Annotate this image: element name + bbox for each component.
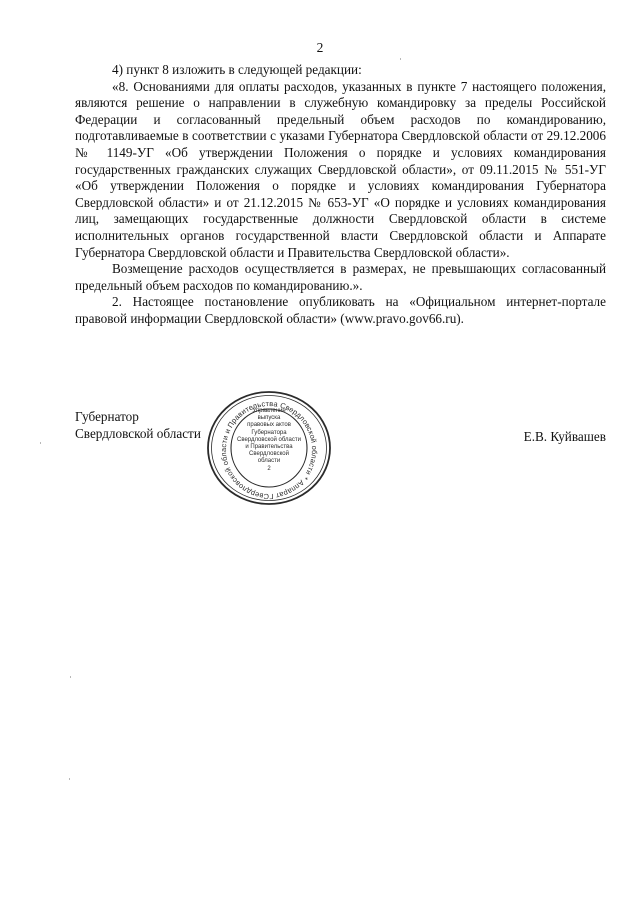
signatory-position-line2: Свердловской области	[75, 425, 201, 441]
paragraph-item-4: 4) пункт 8 изложить в следующей редакции:	[112, 62, 362, 77]
page-number: 2	[316, 40, 324, 55]
signatory-position-line1: Губернатор	[75, 409, 139, 424]
scan-speck	[70, 676, 71, 678]
scan-speck	[400, 58, 401, 60]
seal-inner-line: области	[257, 458, 281, 465]
scan-speck	[40, 442, 41, 444]
official-seal	[206, 390, 332, 506]
seal-inner-line: выпуска	[257, 415, 281, 422]
signatory-name: Е.В. Куйвашев	[523, 429, 606, 444]
seal-inner-line: Управление	[252, 408, 286, 414]
scan-speck	[69, 778, 70, 780]
seal-inner-line: правовых актов	[247, 422, 291, 429]
seal-inner-line: Губернатора	[251, 429, 287, 436]
signatory-position	[75, 409, 201, 442]
seal-inner-line: и Правительства	[245, 444, 293, 451]
seal-inner-line: 2	[267, 465, 271, 472]
signature-block	[75, 409, 606, 509]
paragraph-publication: 2. Настоящее постановление опубликовать на «Официальном интернет-портале правовой информации Свердловской области» (www.pravo.gov66.ru).	[75, 294, 606, 326]
paragraph-reimbursement: Возмещение расходов осуществляется в размерах, не превышающих согласованный предельный объем расходов по командированию.».	[75, 261, 606, 293]
seal-inner-text	[235, 408, 303, 473]
seal-ring-text: Свердловской области и Правительства Свердловской области * Аппарат Г	[219, 398, 320, 502]
document-body	[75, 62, 606, 328]
paragraph-point-8-text: «8. Основаниями для оплаты расходов, указанных в пункте 7 настоящего положения, являются решение о направлении в служебную командировку за пределы Российской Федерации и согласованный предельный объем расходов по командированию, подготавливаемые в соответствии с указами Губернатора Свердловской области от 29.12.2006 № 1149-УГ «Об утверждении Положения о порядке и условиях командирования государственных гражданских служащих Свердловской области», от 09.11.2015 № 551-УГ «Об утверждении Положения о порядке и условиях командирования Губернатора Свердловской области» и от 21.12.2015 № 653-УГ «О порядке и условиях командирования лиц, замещающих государственные должности Свердловской области в системе исполнительных органов государственной власти Свердловской области и Аппарате Губернатора Свердловской области и Правительства Свердловской области».	[75, 78, 606, 260]
seal-inner-line: Свердловской области	[236, 436, 301, 443]
seal-inner-line: Свердловской	[249, 451, 289, 458]
